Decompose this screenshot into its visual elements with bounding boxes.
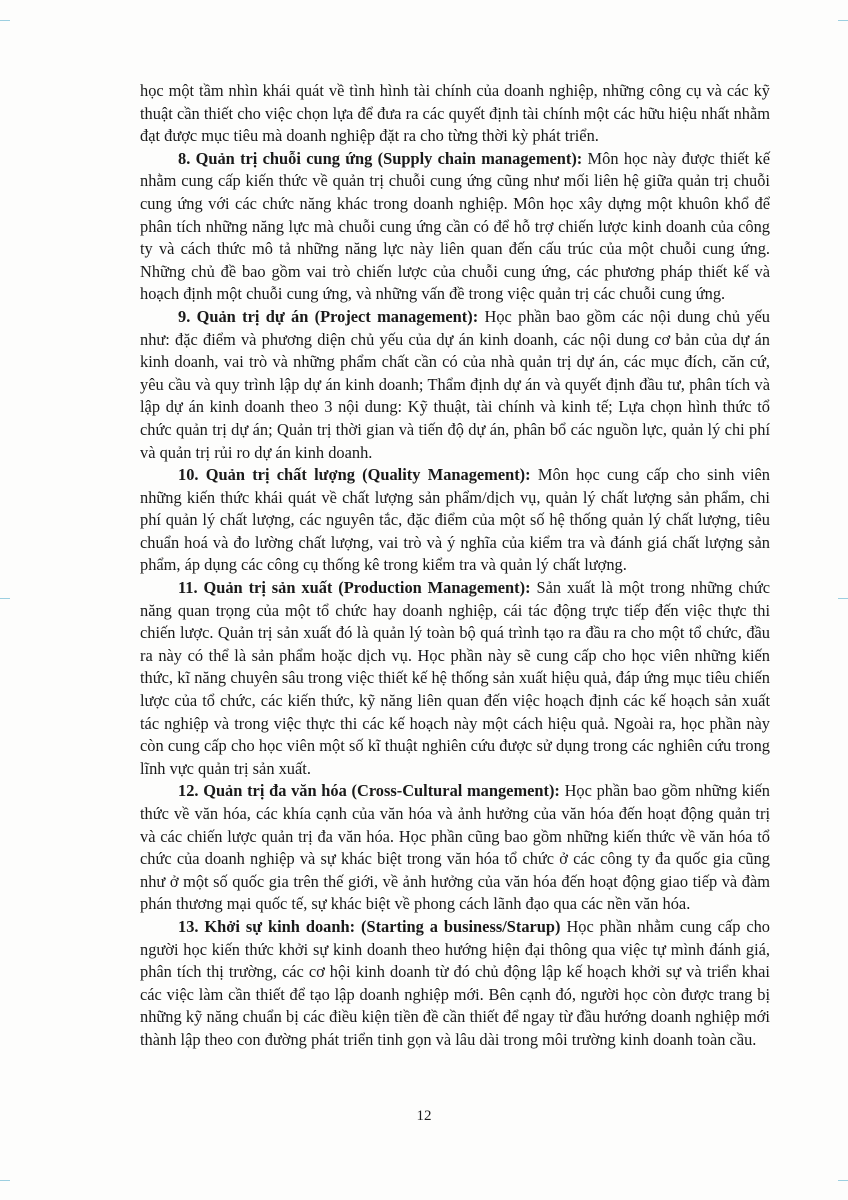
section-cross-cultural-management bbox=[140, 780, 770, 916]
section-body: Học phần bao gồm những kiến thức về văn hóa, các khía cạnh của văn hóa và ảnh hưởng của văn hóa đến hoạt động quản trị và các chiến lược quản trị đa văn hóa. Học phần cũng bao gồm những kiến thức về văn hóa tổ chức của doanh nghiệp và sự khác biệt trong văn hóa tổ chức ở các công ty đa quốc gia cũng như ở một số quốc gia trên thế giới, về ảnh hưởng của văn hóa đến hoạt động giao tiếp và đàm phán thương mại quốc tế, sự khác biệt về phong cách lãnh đạo qua các nền văn hóa. bbox=[140, 781, 770, 914]
edge-mark-mid-right bbox=[838, 598, 848, 599]
edge-mark-top-left bbox=[0, 20, 10, 21]
page-number: 12 bbox=[416, 1108, 432, 1124]
section-heading: 12. Quản trị đa văn hóa (Cross-Cultural mangement): bbox=[178, 781, 560, 801]
section-body: Học phần nhằm cung cấp cho người học kiến thức khởi sự kinh doanh theo hướng hiện đại thông qua việc tự mình đánh giá, phân tích thị trường, các cơ hội kinh doanh từ đó chủ động lập kế hoạch khởi sự và triển khai các việc làm cần thiết để tạo lập doanh nghiệp mới. Bên cạnh đó, người học còn được trang bị những kỹ năng chuẩn bị các điều kiện tiền đề cần thiết để ngay từ đầu hướng doanh nghiệp mới thành lập theo con đường phát triển tinh gọn và lâu dài trong môi trường kinh doanh toàn cầu. bbox=[140, 916, 770, 1049]
section-heading: 10. Quản trị chất lượng (Quality Management): bbox=[178, 465, 531, 485]
section-quality-management bbox=[140, 464, 770, 577]
section-body: Học phần bao gồm các nội dung chủ yếu như: đặc điểm và phương diện chủ yếu của dự án kinh doanh, các nội dung cơ bản của dự án kinh doanh, vai trò và những phẩm chất cần có của nhà quản trị dự án, các mục đích, căn cứ, yêu cầu và quy trình lập dự án kinh doanh; Thẩm định dự án và quyết định đầu tư, phân tích và lập dự án kinh doanh theo 3 nội dung: Kỹ thuật, tài chính và kinh tế; Lựa chọn hình thức tổ chức quản trị dự án; Quản trị thời gian và tiến độ dự án, phân bổ các nguồn lực, quản lý chi phí và quản trị rủi ro dự án kinh doanh. bbox=[140, 306, 771, 462]
section-project-management bbox=[140, 306, 770, 464]
section-starting-a-business bbox=[140, 916, 770, 1052]
document-body bbox=[140, 80, 770, 1052]
edge-mark-top-right bbox=[838, 20, 848, 21]
section-supply-chain bbox=[140, 148, 770, 306]
section-body: Môn học này được thiết kế nhằm cung cấp kiến thức về quản trị chuỗi cung ứng cũng như mối liên hệ giữa quản trị chuỗi cung ứng với các chức năng khác trong doanh nghiệp. Môn học xây dựng một khuôn khổ để phân tích những năng lực mà chuỗi cung ứng cần có để hỗ trợ chiến lược kinh doanh của công ty và cách thức mô tả những năng lực này liên quan đến cấu trúc của một chuỗi cung ứng. Những chủ đề bao gồm vai trò chiến lược của chuỗi cung ứng, các phương pháp thiết kế và hoạch định một chuỗi cung ứng, và những vấn đề trong việc quản trị các chuỗi cung ứng. bbox=[140, 148, 770, 304]
section-heading: 11. Quản trị sản xuất (Production Management): bbox=[178, 578, 531, 598]
section-heading: 8. Quản trị chuỗi cung ứng (Supply chain management): bbox=[178, 148, 583, 168]
edge-mark-mid-left bbox=[0, 598, 10, 599]
section-production-management bbox=[140, 577, 770, 780]
edge-mark-bottom-right bbox=[838, 1180, 848, 1181]
section-heading: 13. Khởi sự kinh doanh: (Starting a business/Starup) bbox=[178, 916, 561, 936]
edge-mark-bottom-left bbox=[0, 1180, 10, 1181]
intro-paragraph: học một tầm nhìn khái quát về tình hình tài chính của doanh nghiệp, những công cụ và các kỹ thuật cần thiết cho việc chọn lựa để đưa ra các quyết định tài chính một các hữu hiệu nhất nhằm đạt được mục tiêu mà doanh nghiệp đặt ra cho từng thời kỳ phát triển. bbox=[140, 81, 770, 146]
section-body: Sản xuất là một trong những chức năng quan trọng của một tổ chức hay doanh nghiệp, cái tác động trực tiếp đến việc thực thi chiến lược. Quản trị sản xuất đó là quản lý toàn bộ quá trình tạo ra đầu ra cho một tổ chức, đầu ra này có thể là sản phẩm hoặc dịch vụ. Học phần này sẽ cung cấp cho học viên những kiến thức, kĩ năng chuyên sâu trong việc thiết kế hệ thống sản xuất hiệu quả, đáp ứng mục tiêu chiến lược của tổ chức, các kiến thức, kỹ năng liên quan đến việc hoạch định các kế hoạch sản xuất tác nghiệp và trong việc thực thi các kế hoạch này một cách hiệu quả. Ngoài ra, học phần này còn cung cấp cho học viên một số kĩ thuật nghiên cứu được sử dụng trong các nghiên cứu trong lĩnh vực quản trị sản xuất. bbox=[140, 578, 770, 778]
section-heading: 9. Quản trị dự án (Project management): bbox=[178, 306, 479, 326]
section-body: Môn học cung cấp cho sinh viên những kiến thức khái quát về chất lượng sản phẩm/dịch vụ, quản lý chất lượng sản phẩm, chi phí quản lý chất lượng, các nguyên tắc, đặc điểm của một số hệ thống quản lý chất lượng, tiêu chuẩn hoá và đo lường chất lượng, vai trò và ý nghĩa của kiểm tra và đánh giá chất lượng sản phẩm, áp dụng các công cụ thống kê trong kiểm tra và quản lý chất lượng. bbox=[140, 465, 770, 575]
